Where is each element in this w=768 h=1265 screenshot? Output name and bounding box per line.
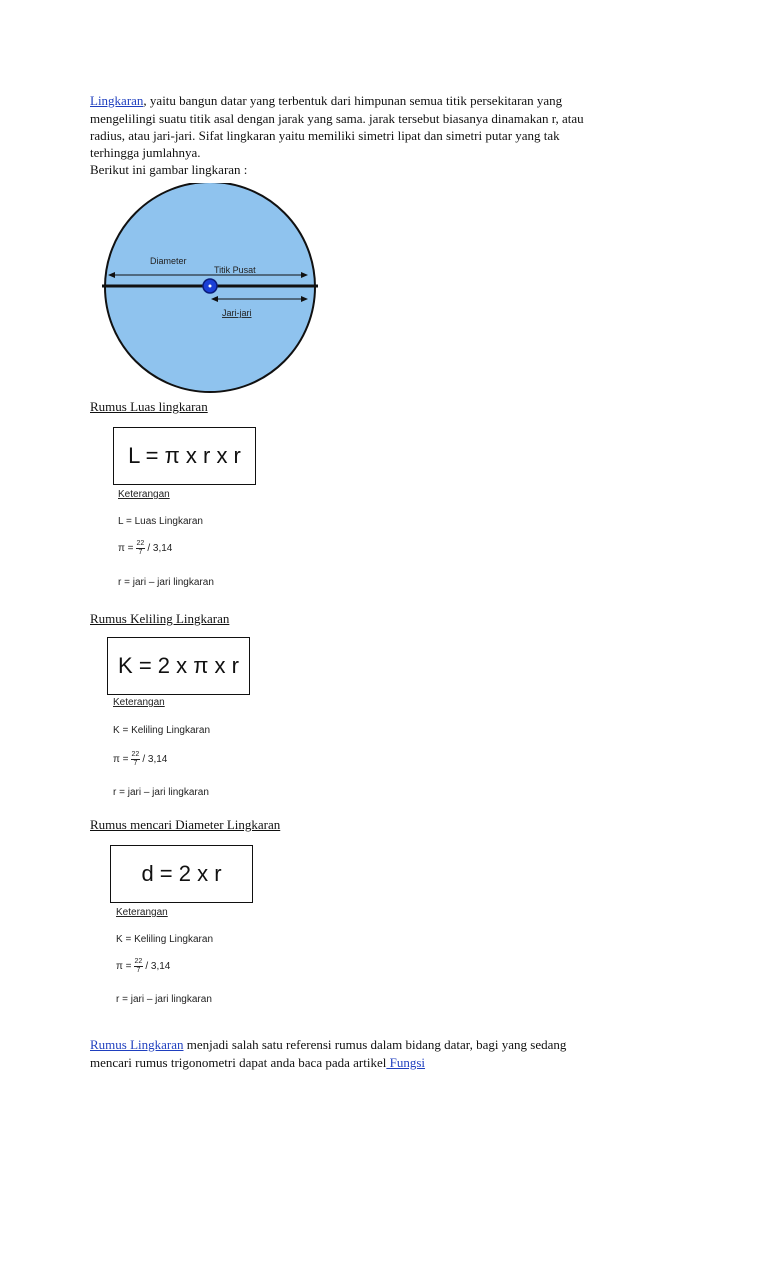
pi-prefix: π =	[116, 961, 132, 973]
formula-diameter: d = 2 x r	[141, 861, 222, 886]
section-heading-diameter: Rumus mencari Diameter Lingkaran	[90, 817, 281, 832]
rumus-lingkaran-link[interactable]: Rumus Lingkaran	[90, 1037, 184, 1052]
keterangan-title: Keterangan	[118, 489, 170, 500]
outro-line-1-text: menjadi salah satu referensi rumus dalam bidang datar, bagi yang sedang	[183, 1037, 567, 1052]
fungsi-link[interactable]: Fungsi	[386, 1055, 426, 1070]
intro-line-1-text: , yaitu bangun datar yang terbentuk dari himpunan semua titik persekitaran yang	[143, 93, 563, 108]
keterangan-line: r = jari – jari lingkaran	[116, 994, 212, 1005]
center-label: Titik Pusat	[214, 265, 256, 275]
keterangan-line: K = Keliling Lingkaran	[113, 725, 211, 736]
formula-keliling: K = 2 x π x r	[118, 653, 239, 678]
pi-denominator: 7	[136, 967, 141, 974]
pi-numerator: 22	[131, 751, 140, 758]
pi-numerator: 22	[136, 540, 145, 547]
keterangan-line: K = Keliling Lingkaran	[116, 934, 214, 945]
pi-fraction	[131, 751, 141, 768]
pi-suffix: / 3,14	[142, 754, 168, 766]
formula-box-luas	[113, 427, 256, 485]
pi-suffix: / 3,14	[145, 961, 171, 973]
lingkaran-link[interactable]: Lingkaran	[90, 93, 144, 108]
center-dot	[209, 285, 212, 288]
section-heading-luas: Rumus Luas lingkaran	[90, 399, 208, 414]
pi-denominator: 7	[138, 549, 143, 556]
keterangan-title: Keterangan	[113, 697, 165, 708]
outro-line-2	[90, 1054, 425, 1071]
formula-luas: L = π x r x r	[128, 443, 241, 468]
keterangan-line: r = jari – jari lingkaran	[113, 787, 209, 798]
radius-label: Jari-jari	[222, 308, 252, 318]
keterangan-line: L = Luas Lingkaran	[118, 516, 203, 527]
keterangan-pi	[113, 751, 167, 768]
formula-box-diameter	[110, 845, 253, 903]
outro-line-1	[90, 1036, 566, 1053]
pi-denominator: 7	[133, 760, 138, 767]
pi-prefix: π =	[113, 754, 129, 766]
keterangan-title: Keterangan	[116, 907, 168, 918]
pi-fraction	[136, 540, 146, 557]
intro-line-2: mengelilingi suatu titik asal dengan jarak yang sama. jarak tersebut biasanya dinamakan r, atau	[90, 111, 584, 126]
formula-box-keliling	[107, 637, 250, 695]
keterangan-pi	[118, 540, 172, 557]
section-heading-keliling: Rumus Keliling Lingkaran	[90, 611, 230, 626]
pi-fraction	[134, 958, 144, 975]
intro-line-4: terhingga jumlahnya.	[90, 145, 201, 160]
pi-suffix: / 3,14	[147, 543, 173, 555]
intro-line-3: radius, atau jari-jari. Sifat lingkaran yaitu memiliki simetri lipat dan simetri putar yang tak	[90, 128, 560, 143]
circle-diagram	[90, 183, 330, 398]
keterangan-pi	[116, 958, 170, 975]
diameter-label: Diameter	[150, 256, 187, 266]
intro-line-1	[90, 92, 562, 109]
outro-line-2-text: mencari rumus trigonometri dapat anda baca pada artikel	[90, 1055, 387, 1070]
pi-numerator: 22	[134, 958, 143, 965]
intro-line-5: Berikut ini gambar lingkaran :	[90, 162, 248, 177]
pi-prefix: π =	[118, 543, 134, 555]
keterangan-line: r = jari – jari lingkaran	[118, 577, 214, 588]
